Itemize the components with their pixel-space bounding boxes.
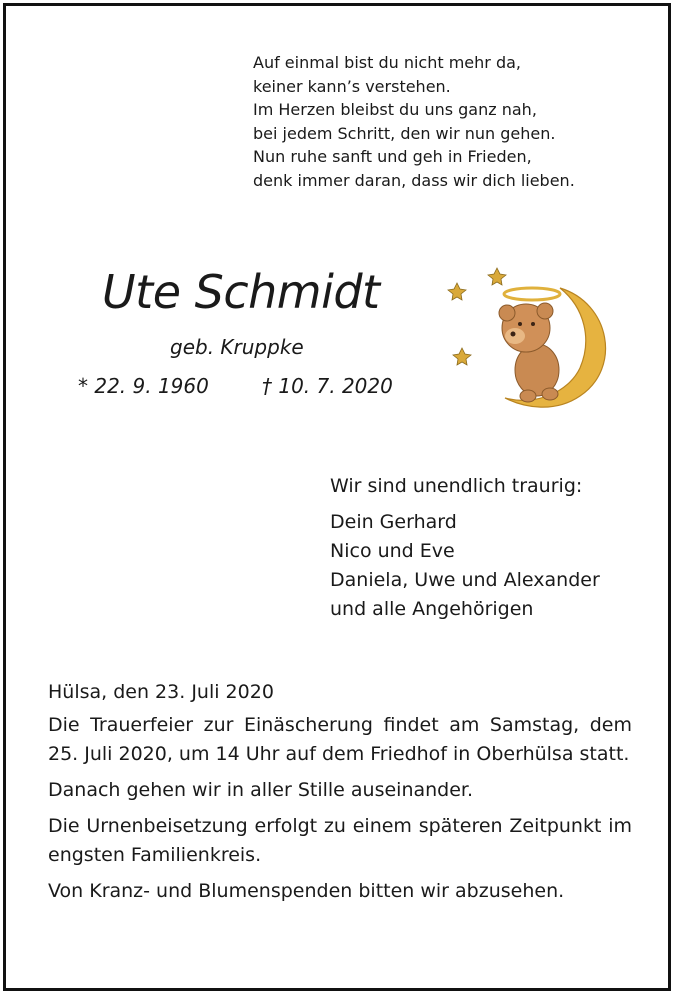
poem-line: bei jedem Schritt, den wir nun gehen.: [253, 123, 556, 143]
poem-line: keiner kann’s verstehen.: [253, 76, 451, 96]
notice-paragraph: Die Urnenbeisetzung erfolgt zu einem späteren Zeitpunkt im engsten Familienkreis.: [48, 815, 632, 866]
notice-paragraph: Von Kranz- und Blumenspenden bitten wir abzusehen.: [48, 880, 565, 902]
star-icon: [488, 268, 506, 285]
death-date: † 10. 7. 2020: [262, 374, 393, 398]
teddy-bear-on-moon-icon: [440, 258, 625, 423]
poem-line: denk immer daran, dass wir dich lieben.: [253, 170, 575, 190]
poem-line: Nun ruhe sanft und geh in Frieden,: [253, 147, 532, 166]
notice-body: [48, 678, 632, 913]
deceased-name: Ute Schmidt: [102, 265, 380, 319]
mourner-name: Daniela, Uwe und Alexander: [330, 569, 600, 591]
notice-paragraph: Danach gehen wir in aller Stille auseinander.: [48, 779, 474, 801]
mourner-name: Nico und Eve: [330, 540, 455, 562]
birth-name: geb. Kruppke: [170, 335, 304, 359]
poem-line: Auf einmal bist du nicht mehr da,: [253, 53, 521, 72]
poem: [253, 51, 653, 192]
birth-date: * 22. 9. 1960: [78, 374, 209, 398]
mourners: [330, 472, 600, 624]
poem-line: Im Herzen bleibst du uns ganz nah,: [253, 100, 537, 119]
mourner-name: und alle Angehörigen: [330, 598, 534, 620]
star-icon: [448, 283, 466, 300]
mourner-name: Dein Gerhard: [330, 511, 457, 533]
star-icon: [453, 348, 471, 365]
mourners-intro: Wir sind unendlich traurig:: [330, 475, 583, 497]
place-date: Hülsa, den 23. Juli 2020: [48, 681, 274, 703]
notice-paragraph: Die Trauerfeier zur Einäscherung findet am Samstag, dem 25. Juli 2020, um 14 Uhr auf dem Friedhof in Oberhülsa statt.: [48, 714, 632, 765]
